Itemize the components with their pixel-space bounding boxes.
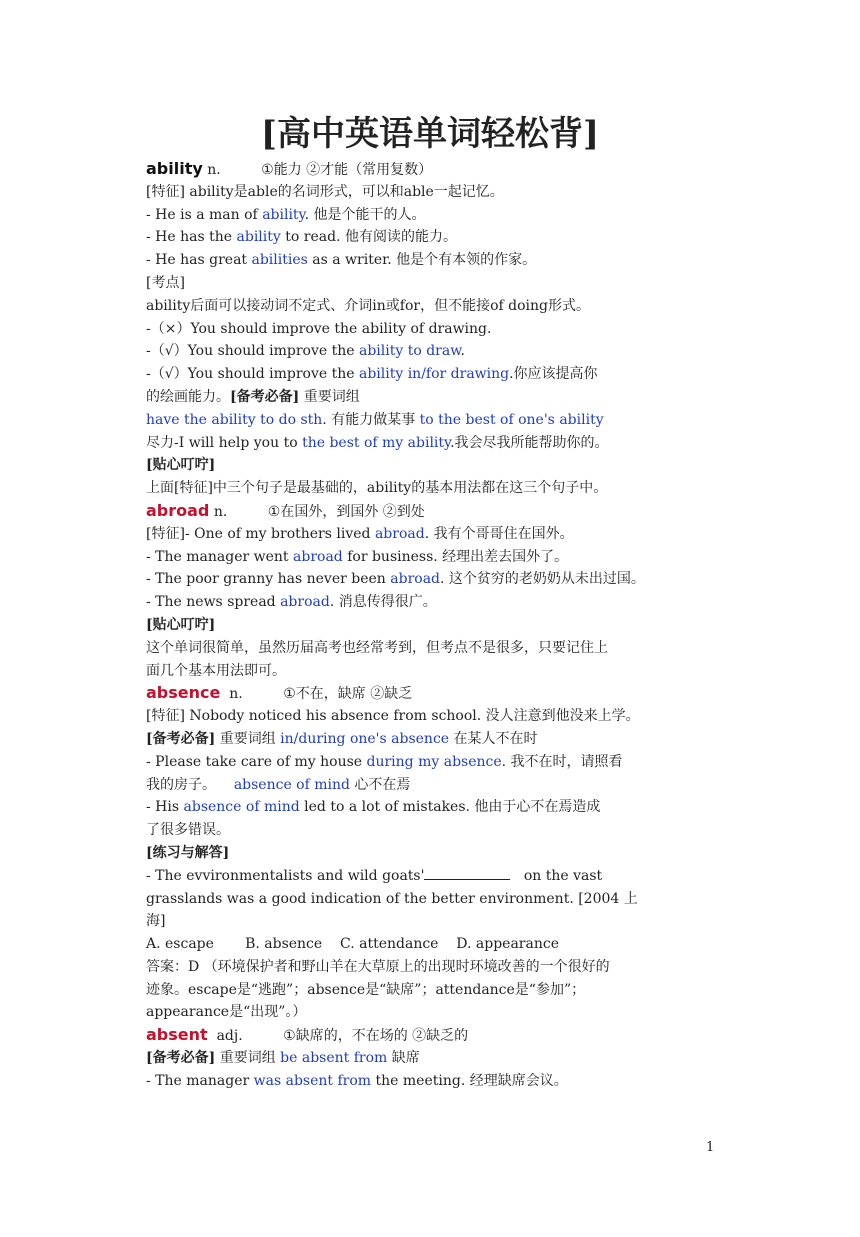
- phrase-line: have the ability to do sth. 有能力做某事 to the best of one's ability: [146, 411, 604, 428]
- headword: absent: [146, 1025, 208, 1045]
- headword: absence: [146, 683, 221, 703]
- section-tag: [考点]: [146, 274, 185, 291]
- example-sentence: - His absence of mind led to a lot of mistakes. 他由于心不在焉造成: [146, 799, 601, 816]
- example-sentence: - He is a man of ability. 他是个能干的人。: [146, 206, 426, 223]
- part-of-speech: adj.: [216, 1028, 243, 1045]
- example-sentence: - The news spread abroad. 消息传得很广。: [146, 594, 437, 611]
- example-sentence: -（√）You should improve the ability in/for drawing.你应该提高你: [146, 366, 598, 383]
- part-of-speech: n.: [207, 162, 221, 178]
- answer-line: 迹象。escape是“逃跑”；absence是“缺席”；attendance是“参加”；: [146, 981, 586, 998]
- tip-text: 上面[特征]中三个句子是最基础的，ability的基本用法都在这三个句子中。: [146, 480, 608, 497]
- example-sentence: - The manager went abroad for business. 经理出差去国外了。: [146, 548, 569, 565]
- option: A. escape: [146, 936, 214, 953]
- part-of-speech: n.: [229, 686, 243, 703]
- example-continuation: 了很多错误。: [146, 822, 230, 839]
- page-number: 1: [706, 1140, 715, 1155]
- example-sentence: - He has the ability to read. 他有阅读的能力。: [146, 229, 457, 246]
- entry-header-absence: [146, 682, 721, 705]
- example-sentence: - He has great abilities as a writer. 他是个有本领的作家。: [146, 252, 537, 269]
- page-title: [高中英语单词轻松背]: [260, 114, 600, 154]
- example-sentence: - Please take care of my house during my absence. 我不在时，请照看: [146, 753, 623, 770]
- section-tag: [练习与解答]: [146, 844, 230, 861]
- phrase-line: [备考必备] 重要词组 be absent from 缺席: [146, 1050, 420, 1067]
- tip-text: 面几个基本用法即可。: [146, 662, 286, 679]
- question-line: - The evvironmentalists and wild goats' on the vast: [146, 867, 603, 884]
- entry-header-ability: [146, 158, 721, 181]
- answer-blank: [424, 867, 510, 880]
- meaning: ①在国外，到国外 ②到处: [267, 503, 425, 520]
- example-continuation: 我的房子。 absence of mind 心不在焉: [146, 776, 411, 793]
- headword: abroad: [146, 500, 210, 520]
- meaning: ①能力 ②才能（常用复数）: [261, 162, 433, 178]
- meaning: ①缺席的，不在场的 ②缺乏的: [283, 1028, 469, 1045]
- tip-text: 这个单词很简单，虽然历届高考也经常考到，但考点不是很多，只要记住上: [146, 639, 608, 656]
- feature-line: [特征] Nobody noticed his absence from school. 没人注意到他没来上学。: [146, 708, 640, 725]
- example-sentence: - The poor granny has never been abroad. 这个贫穷的老奶奶从未出过国。: [146, 571, 645, 588]
- phrase-line: [备考必备] 重要词组 in/during one's absence 在某人不在时: [146, 730, 538, 747]
- document-body: [146, 158, 721, 1093]
- section-tag: [贴心叮咛]: [146, 616, 216, 633]
- entry-header-absent: [146, 1024, 721, 1047]
- answer-line: 答案：D （环境保护者和野山羊在大草原上的出现时环境改善的一个很好的: [146, 958, 610, 975]
- example-sentence: [特征]- One of my brothers lived abroad. 我有个哥哥住在国外。: [146, 525, 574, 542]
- question-line: grasslands was a good indication of the better environment. [2004 上: [146, 890, 638, 907]
- headword: ability: [146, 159, 203, 178]
- entry-header-abroad: [146, 500, 721, 523]
- options-line: [146, 933, 721, 956]
- option: D. appearance: [456, 936, 559, 953]
- option: C. attendance: [340, 936, 439, 953]
- part-of-speech: n.: [213, 503, 228, 520]
- option: B. absence: [245, 936, 323, 953]
- example-continuation: 的绘画能力。[备考必备] 重要词组: [146, 388, 360, 405]
- feature-line: [特征] ability是able的名词形式，可以和able一起记忆。: [146, 183, 504, 200]
- section-tag: [贴心叮咛]: [146, 457, 216, 474]
- example-sentence: -（×）You should improve the ability of drawing.: [146, 320, 492, 337]
- meaning: ①不在，缺席 ②缺乏: [283, 686, 413, 703]
- exam-point-text: ability后面可以接动词不定式、介词in或for，但不能接of doing形式。: [146, 297, 590, 314]
- answer-line: appearance是“出现”。）: [146, 1004, 307, 1021]
- example-sentence: -（√）You should improve the ability to draw.: [146, 343, 465, 360]
- example-sentence: - The manager was absent from the meeting. 经理缺席会议。: [146, 1072, 568, 1089]
- question-line: 海]: [146, 913, 166, 930]
- example-sentence: 尽力-I will help you to the best of my ability.我会尽我所能帮助你的。: [146, 434, 609, 451]
